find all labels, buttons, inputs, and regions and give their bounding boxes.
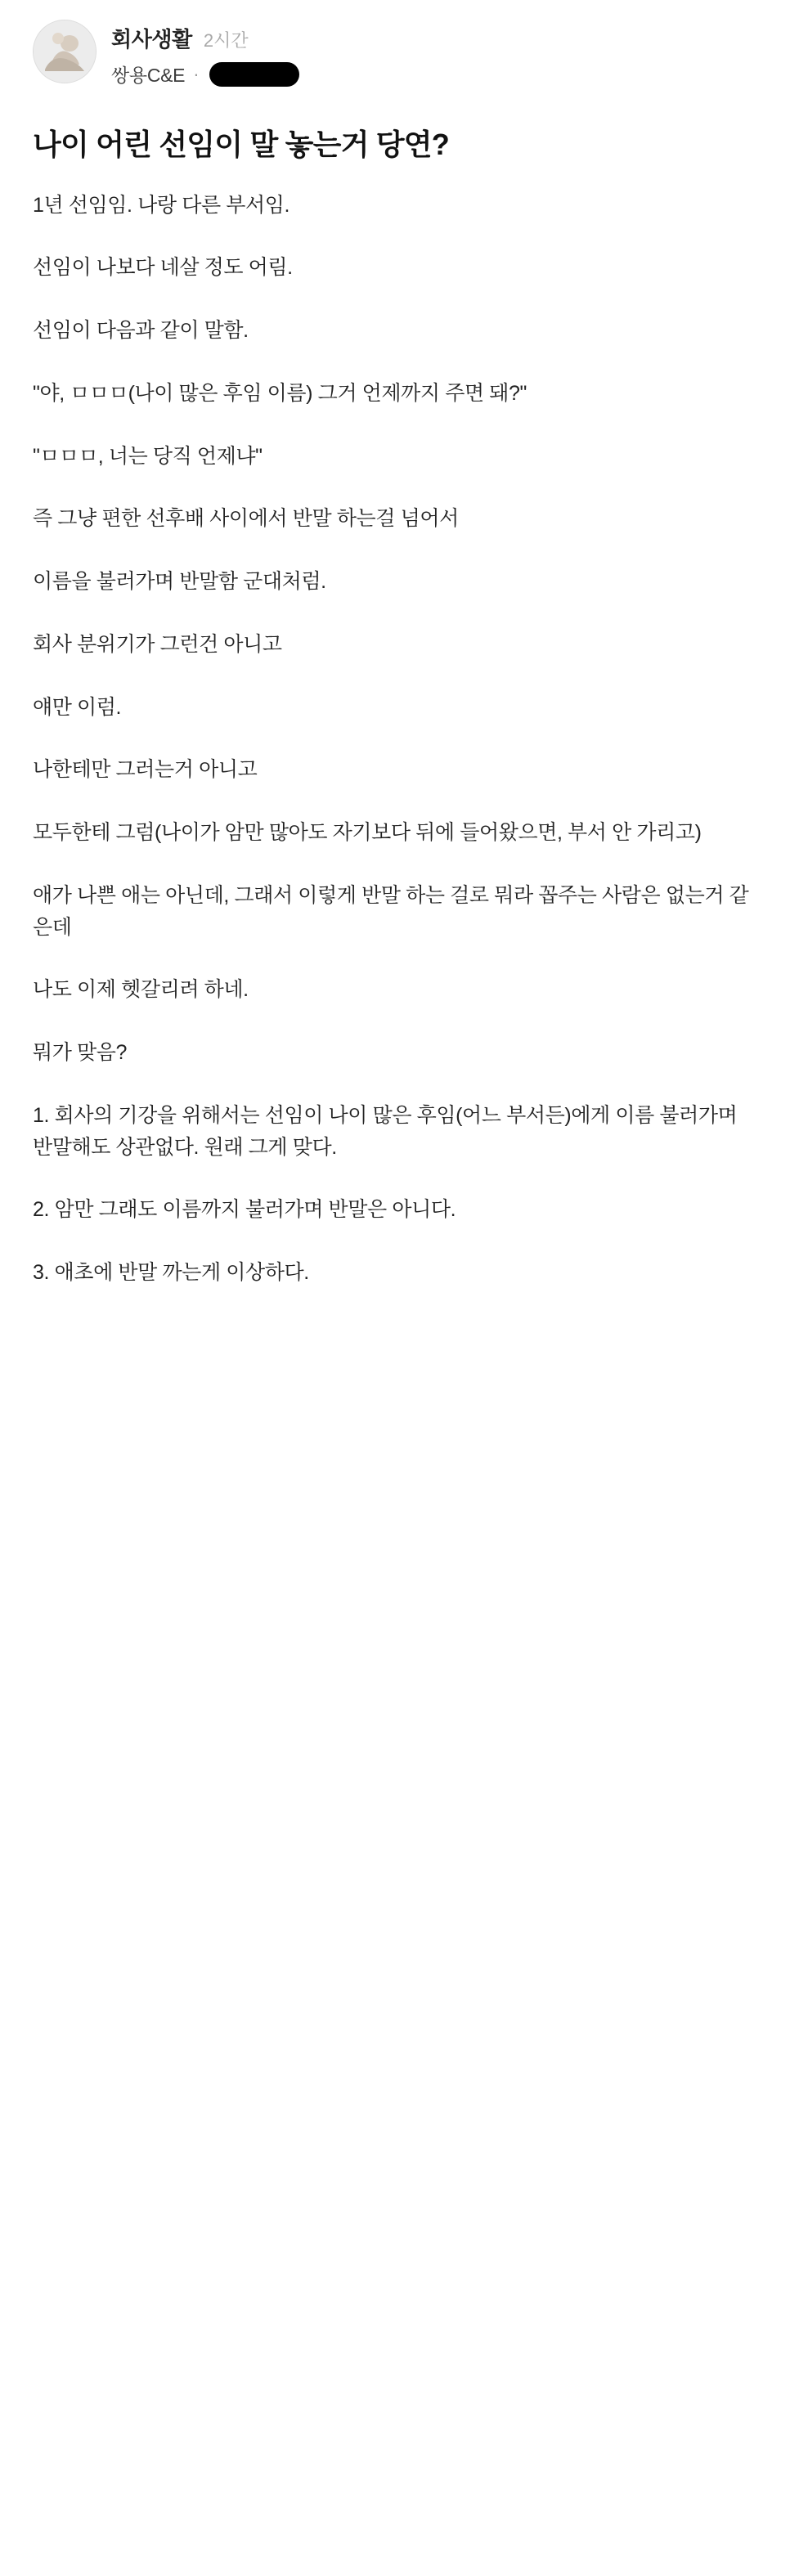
post-meta [111,20,299,88]
post-paragraph: 즉 그냥 편한 선후배 사이에서 반말 하는걸 넘어서 [33,507,459,531]
community-name[interactable]: 회사생활 [111,27,192,52]
post-paragraph: 선임이 다음과 같이 말함. [33,319,249,343]
author-name-redacted [209,62,299,87]
post-paragraph: 이름을 불러가며 반말함 군대처럼. [33,570,326,594]
post-paragraph: 선임이 나보다 네살 정도 어림. [33,256,293,280]
page-title: 나이 어린 선임이 말 놓는거 당연? [33,128,449,161]
post-paragraph: "야, ㅁㅁㅁ(나이 많은 후임 이름) 그거 언제까지 주면 돼?" [33,381,527,405]
post-meta-line-primary [111,23,299,53]
post-header [33,0,757,96]
post-meta-line-secondary [111,61,299,88]
post-paragraph: 모두한테 그럼(나이가 암만 많아도 자기보다 뒤에 들어왔으면, 부서 안 가리고) [33,821,702,845]
post-paragraph: 3. 애초에 반말 까는게 이상하다. [33,1261,309,1285]
company-name: 쌍용C&E [111,65,186,86]
meta-separator: · [193,63,200,84]
post-paragraph: 1년 선임임. 나랑 다른 부서임. [33,193,290,217]
post-body [33,190,757,1289]
post-paragraph: 얘만 이럼. [33,695,122,719]
post-paragraph: 나한테만 그러는거 아니고 [33,758,258,782]
user-avatar-icon [34,20,96,83]
post-paragraph: 나도 이제 헷갈리려 하네. [33,978,249,1002]
post-paragraph: 애가 나쁜 애는 아닌데, 그래서 이렇게 반말 하는 걸로 뭐라 꼽주는 사람은 없는거 같은데 [33,883,749,939]
post-paragraph: 뭐가 맞음? [33,1041,128,1065]
avatar[interactable] [33,20,97,83]
post-timestamp: 2시간 [203,30,249,51]
post-paragraph: 회사 분위기가 그런건 아니고 [33,632,282,656]
post-paragraph: 1. 회사의 기강을 위해서는 선임이 나이 많은 후임(어느 부서든)에게 이름 불러가며 반말해도 상관없다. 원래 그게 맞다. [33,1103,743,1159]
post-paragraph: 2. 암만 그래도 이름까지 불러가며 반말은 아니다. [33,1198,456,1222]
post-paragraph: "ㅁㅁㅁ, 너는 당직 언제냐" [33,444,263,468]
